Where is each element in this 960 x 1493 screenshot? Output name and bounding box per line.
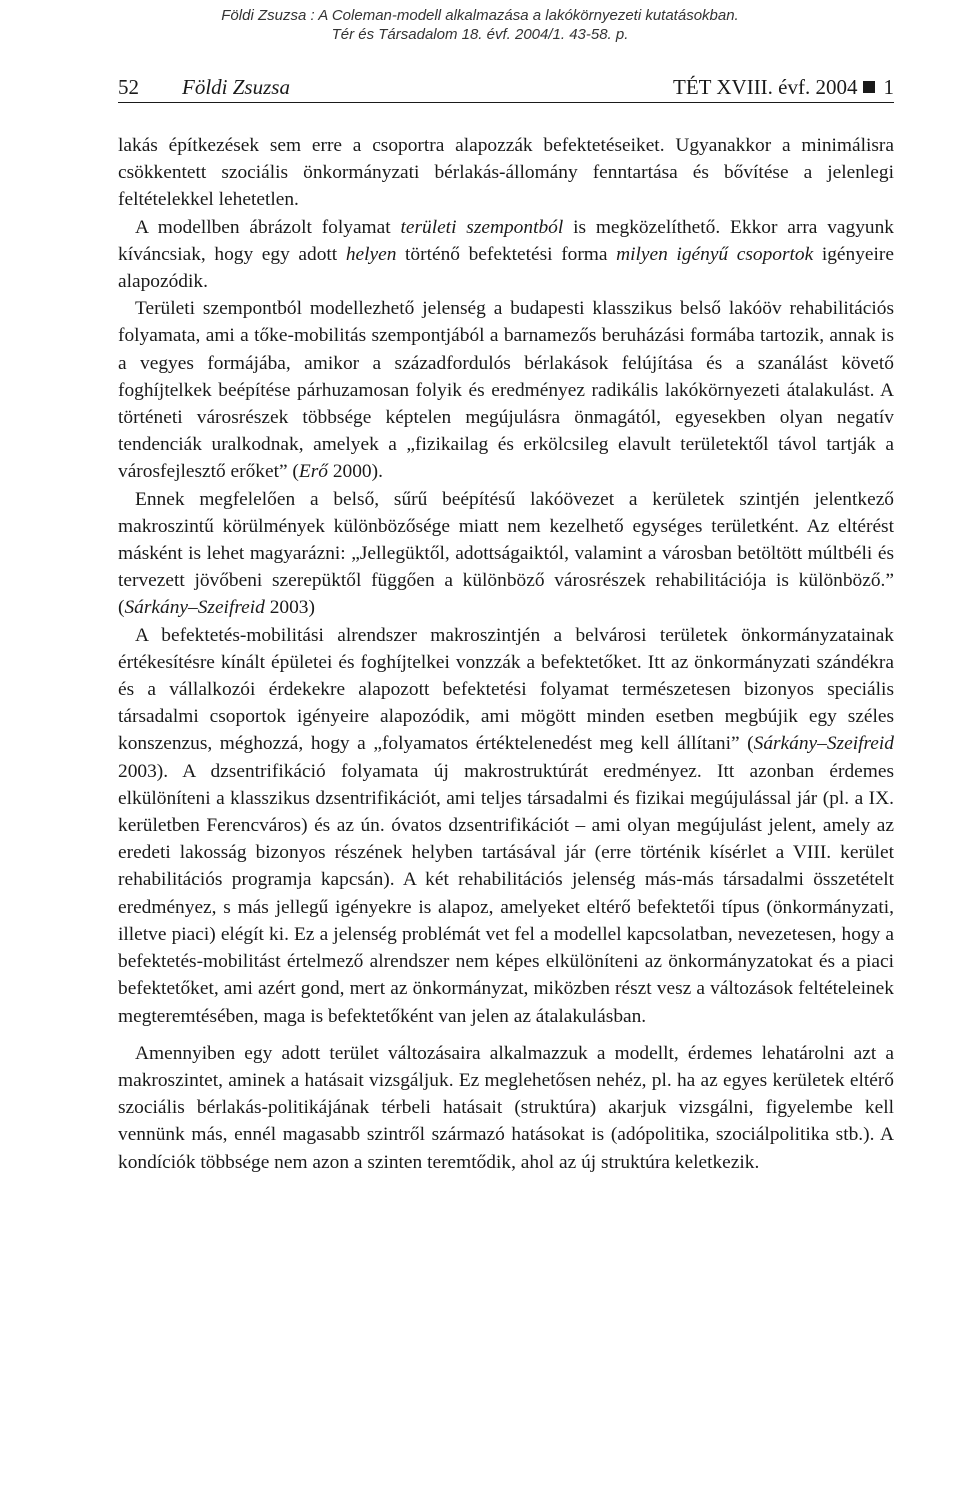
- paragraph-5: [118, 622, 894, 1030]
- reference-author: Sárkány–Szeifreid: [753, 733, 894, 755]
- paragraph-text: lakás építkezések sem erre a csoportra alapozzák befektetéseiket. Ugyanakkor a minimálisra csökkentett szociális önkormányzati bérlakás-állomány fenntartása és bővítése a jelenlegi feltételekkel lehetetlen.: [118, 135, 894, 211]
- reference-author: Erő: [298, 461, 328, 483]
- paragraph-text: is megközelíthető. Ekkor arra vagyunk kíváncsiak, hogy egy adott: [118, 216, 894, 265]
- paragraph-text: 2003). A dzsentrifikáció folyamata új makrostruktúrát eredményez. Itt azonban érdemes elkülöníteni a klasszikus dzsentrifikációt, ami teljes társadalmi és fizikai megújulással jár (pl. a IX. kerületben Ferencváros) és az ún. óvatos dzsentrifikációt – ami olyan megújulást jelent, amely az eredeti lakosság bizonyos részének helyben tartásával jár (erre történik kísérlet a VIII. kerület rehabilitációs programja kapcsán). A két rehabilitációs jelenség más-más társadalmi összetételt eredményez, s más jellegű igényekre is alapoz, amelyeket eltérő befektetői típus (önkormányzati, illetve piaci) elégít ki. Ez a jelenség problémát vet fel a modellel kapcsolatban, nevezetesen, hogy a befektetés-mobilitást értelmező alrendszer nem képes elkülöníteni az önkormányzatokat és a piaci befektetőket, ami azért gond, mert az önkormányzat, miközben részt vesz a változások feltételeinek megteremtésében, maga is befektetőként van jelen az átalakulásban.: [118, 760, 894, 1027]
- paragraph-text: történő befektetési forma: [396, 243, 617, 265]
- paragraph-text: A modellben ábrázolt folyamat: [135, 216, 401, 238]
- emphasis-text: területi szempontból: [400, 216, 564, 238]
- journal-reference: [673, 72, 880, 102]
- journal-reference-text: TÉT XVIII. évf. 2004: [673, 75, 858, 99]
- running-head: [118, 72, 894, 103]
- black-square-icon: [863, 81, 875, 93]
- citation-line-1: Földi Zsuzsa : A Coleman-modell alkalmazása a lakókörnyezeti kutatásokban.: [221, 7, 739, 24]
- issue-number: 1: [883, 75, 894, 99]
- source-citation: [0, 6, 960, 44]
- paragraph-text: 2000).: [327, 461, 383, 483]
- citation-line-2: Tér és Társadalom 18. évf. 2004/1. 43-58. p.: [331, 26, 629, 43]
- paragraph-text: Ennek megfelelően a belső, sűrű beépítésű lakóövezet a kerületek szintjén jelentkező makroszintű körülmények különbözősége miatt nem kezelhető egységes területként. Az eltérést másként is lehet magyarázni: „Jellegüktől, adottságaiktól, valamint a városban betöltött múltbéli és tervezett jövőbeni szerepüktől függően a különböző városrészek rehabilitációja is különböző.” (: [118, 488, 894, 619]
- paragraph-text: Területi szempontból modellezhető jelenség a budapesti klasszikus belső lakóöv rehabilitációs folyamata, ami a tőke-mobilitás szempontjából a barnamezős beruházási formába tartozik, annak is a vegyes formájába, amikor a századfordulós bérlakások felújítása és a szanálást követő foghíjtelkek beépítése párhuzamosan folyik és eredményez radikális lakókörnyezeti átalakulást. A történeti városrészek többsége képtelen megújulásra önmagától, egyesekben olyan negatív tendenciák uralkodnak, amelyek a „fizikailag és erkölcsileg elavult területektől távol tartják a városfejlesztő erőket” (: [118, 298, 894, 483]
- page-number: 52: [118, 75, 139, 99]
- running-author: Földi Zsuzsa: [182, 75, 290, 99]
- paragraph-3: [118, 295, 894, 485]
- paragraph-2: [118, 214, 894, 296]
- paragraph-4: [118, 486, 894, 622]
- paragraph-text: A befektetés-mobilitási alrendszer makroszintjén a belvárosi területek önkormányzatainak értékesítésre kínált épületei és foghíjtelkei vonzzák a befektetőket. Itt az önkormányzati szándékra és a vállalkozói érdekekre alapozott befektetési folyamat természetesen bizonyos speciális társadalmi csoportok igényeire alapozódik, ami mögött minden esetben megbújik egy széles konszenzus, méghozzá, hogy a „folyamatos értéktelenedést meg kell állítani” (: [118, 624, 894, 755]
- reference-author: Sárkány–Szeifreid: [124, 597, 265, 619]
- emphasis-text: helyen: [345, 243, 397, 265]
- emphasis-text: milyen igényű csoportok: [616, 243, 814, 265]
- body-text: [118, 132, 894, 1176]
- paragraph-1: [118, 132, 894, 214]
- paragraph-text: 2003): [264, 597, 315, 619]
- paragraph-text: igényeire alapozódik.: [118, 243, 894, 293]
- paragraph-6: [118, 1040, 894, 1176]
- paragraph-text: Amennyiben egy adott terület változásaira alkalmazzuk a modellt, érdemes lehatárolni azt a makroszintet, aminek a hatásait vizsgáljuk. Ez meglehetősen nehéz, pl. ha az egyes kerületek eltérő szociális bérlakás-politikájának térbeli hatásait (struktúra) akarjuk vizsgálni, figyelembe kell vennünk más, ennél magasabb szintről származó hatásokat is (adópolitika, szociálpolitika stb.). A kondíciók többsége nem azon a szinten teremtődik, ahol az új struktúra keletkezik.: [118, 1042, 894, 1173]
